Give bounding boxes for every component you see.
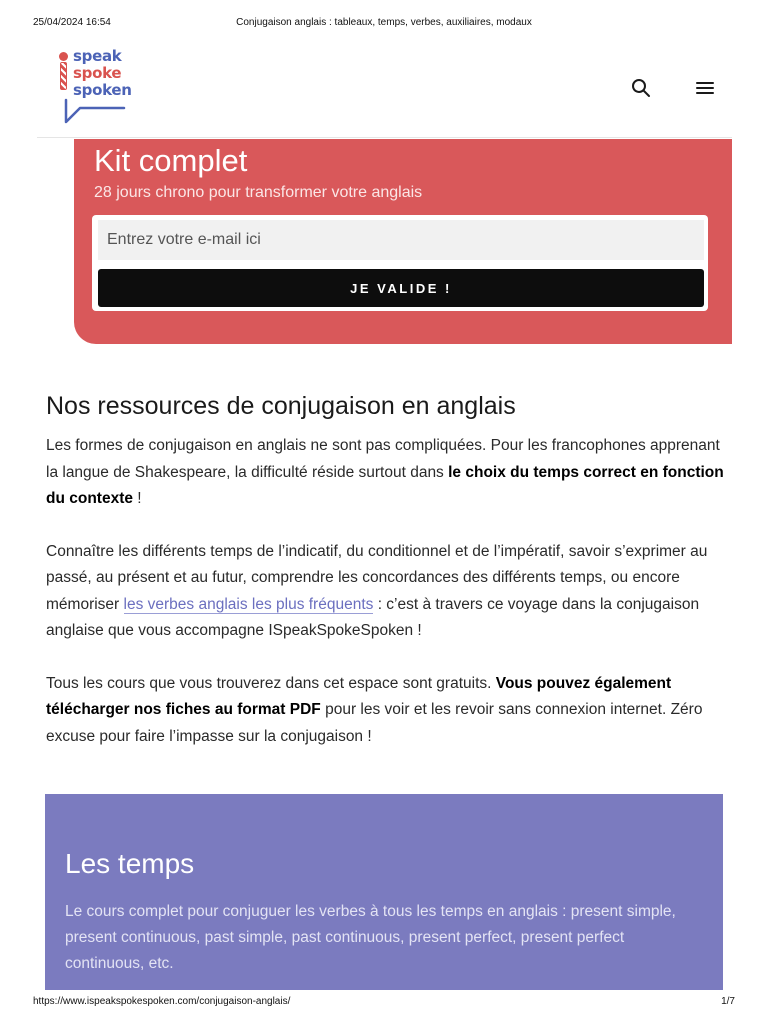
submit-button[interactable]: JE VALIDE ! (98, 269, 704, 307)
email-signup-form (92, 215, 708, 311)
intro-bold: le choix du temps correct en fonction du contexte (46, 463, 724, 507)
free-courses-bold: Vous pouvez également télécharger nos fiches au format PDF (46, 674, 672, 718)
site-header (37, 38, 732, 138)
kit-subtitle: 28 jours chrono pour transformer votre anglais (94, 184, 423, 201)
search-button[interactable] (629, 76, 653, 100)
print-doc-title: Conjugaison anglais : tableaux, temps, verbes, auxiliaires, modaux (236, 17, 532, 28)
logo-word-speak: speak (73, 47, 122, 65)
les-temps-card[interactable] (45, 794, 723, 990)
microphone-icon (58, 52, 69, 92)
free-courses-text: Tous les cours que vous trouverez dans cet espace sont gratuits. (46, 674, 496, 692)
section-heading: Nos ressources de conjugaison en anglais (46, 392, 516, 420)
main-content (46, 392, 726, 776)
site-logo[interactable] (58, 47, 132, 136)
kit-signup-box (74, 139, 732, 344)
logo-word-spoke: spoke (73, 64, 122, 82)
intro-end: ! (132, 490, 142, 507)
menu-button[interactable] (693, 76, 717, 100)
temps-card-title: Les temps (65, 848, 195, 879)
intro-paragraph (46, 433, 726, 513)
kit-title: Kit complet (94, 143, 248, 178)
logo-word-spoken: spoken (73, 81, 132, 99)
search-icon (629, 76, 653, 100)
frequent-verbs-link[interactable]: les verbes anglais les plus fréquents (123, 595, 374, 613)
tenses-end: : c’est à travers ce voyage dans la conjugaison anglaise que vous accompagne ISpeakSpokeSpoken ! (46, 595, 700, 639)
temps-card-description: Le cours complet pour conjuguer les verbes à tous les temps en anglais : present simple, present continuous, past simple, past continuous, present perfect, present perfect continuous, etc. (65, 903, 676, 972)
print-header (0, 17, 768, 29)
intro-text: Les formes de conjugaison en anglais ne sont pas compliquées. Pour les francophones apprenant la langue de Shakespeare, la difficulté réside surtout dans (46, 437, 720, 481)
hamburger-menu-icon (693, 76, 717, 100)
email-input[interactable] (98, 220, 704, 260)
free-courses-paragraph (46, 671, 726, 751)
speech-bubble-icon (64, 98, 126, 124)
print-url: https://www.ispeakspokespoken.com/conjugaison-anglais/ (33, 996, 291, 1007)
tenses-text: Connaître les différents temps de l’indicatif, du conditionnel et de l’impératif, savoir s’exprimer au passé, au présent et au futur, comprendre les concordances des différents temps, ou encore mémoriser (46, 542, 708, 613)
print-date: 25/04/2024 16:54 (33, 17, 111, 28)
tenses-paragraph (46, 539, 726, 645)
page-counter: 1/7 (721, 996, 735, 1007)
free-courses-end: pour les voir et les revoir sans connexion internet. Zéro excuse pour faire l’impasse sur la conjugaison ! (46, 701, 703, 745)
